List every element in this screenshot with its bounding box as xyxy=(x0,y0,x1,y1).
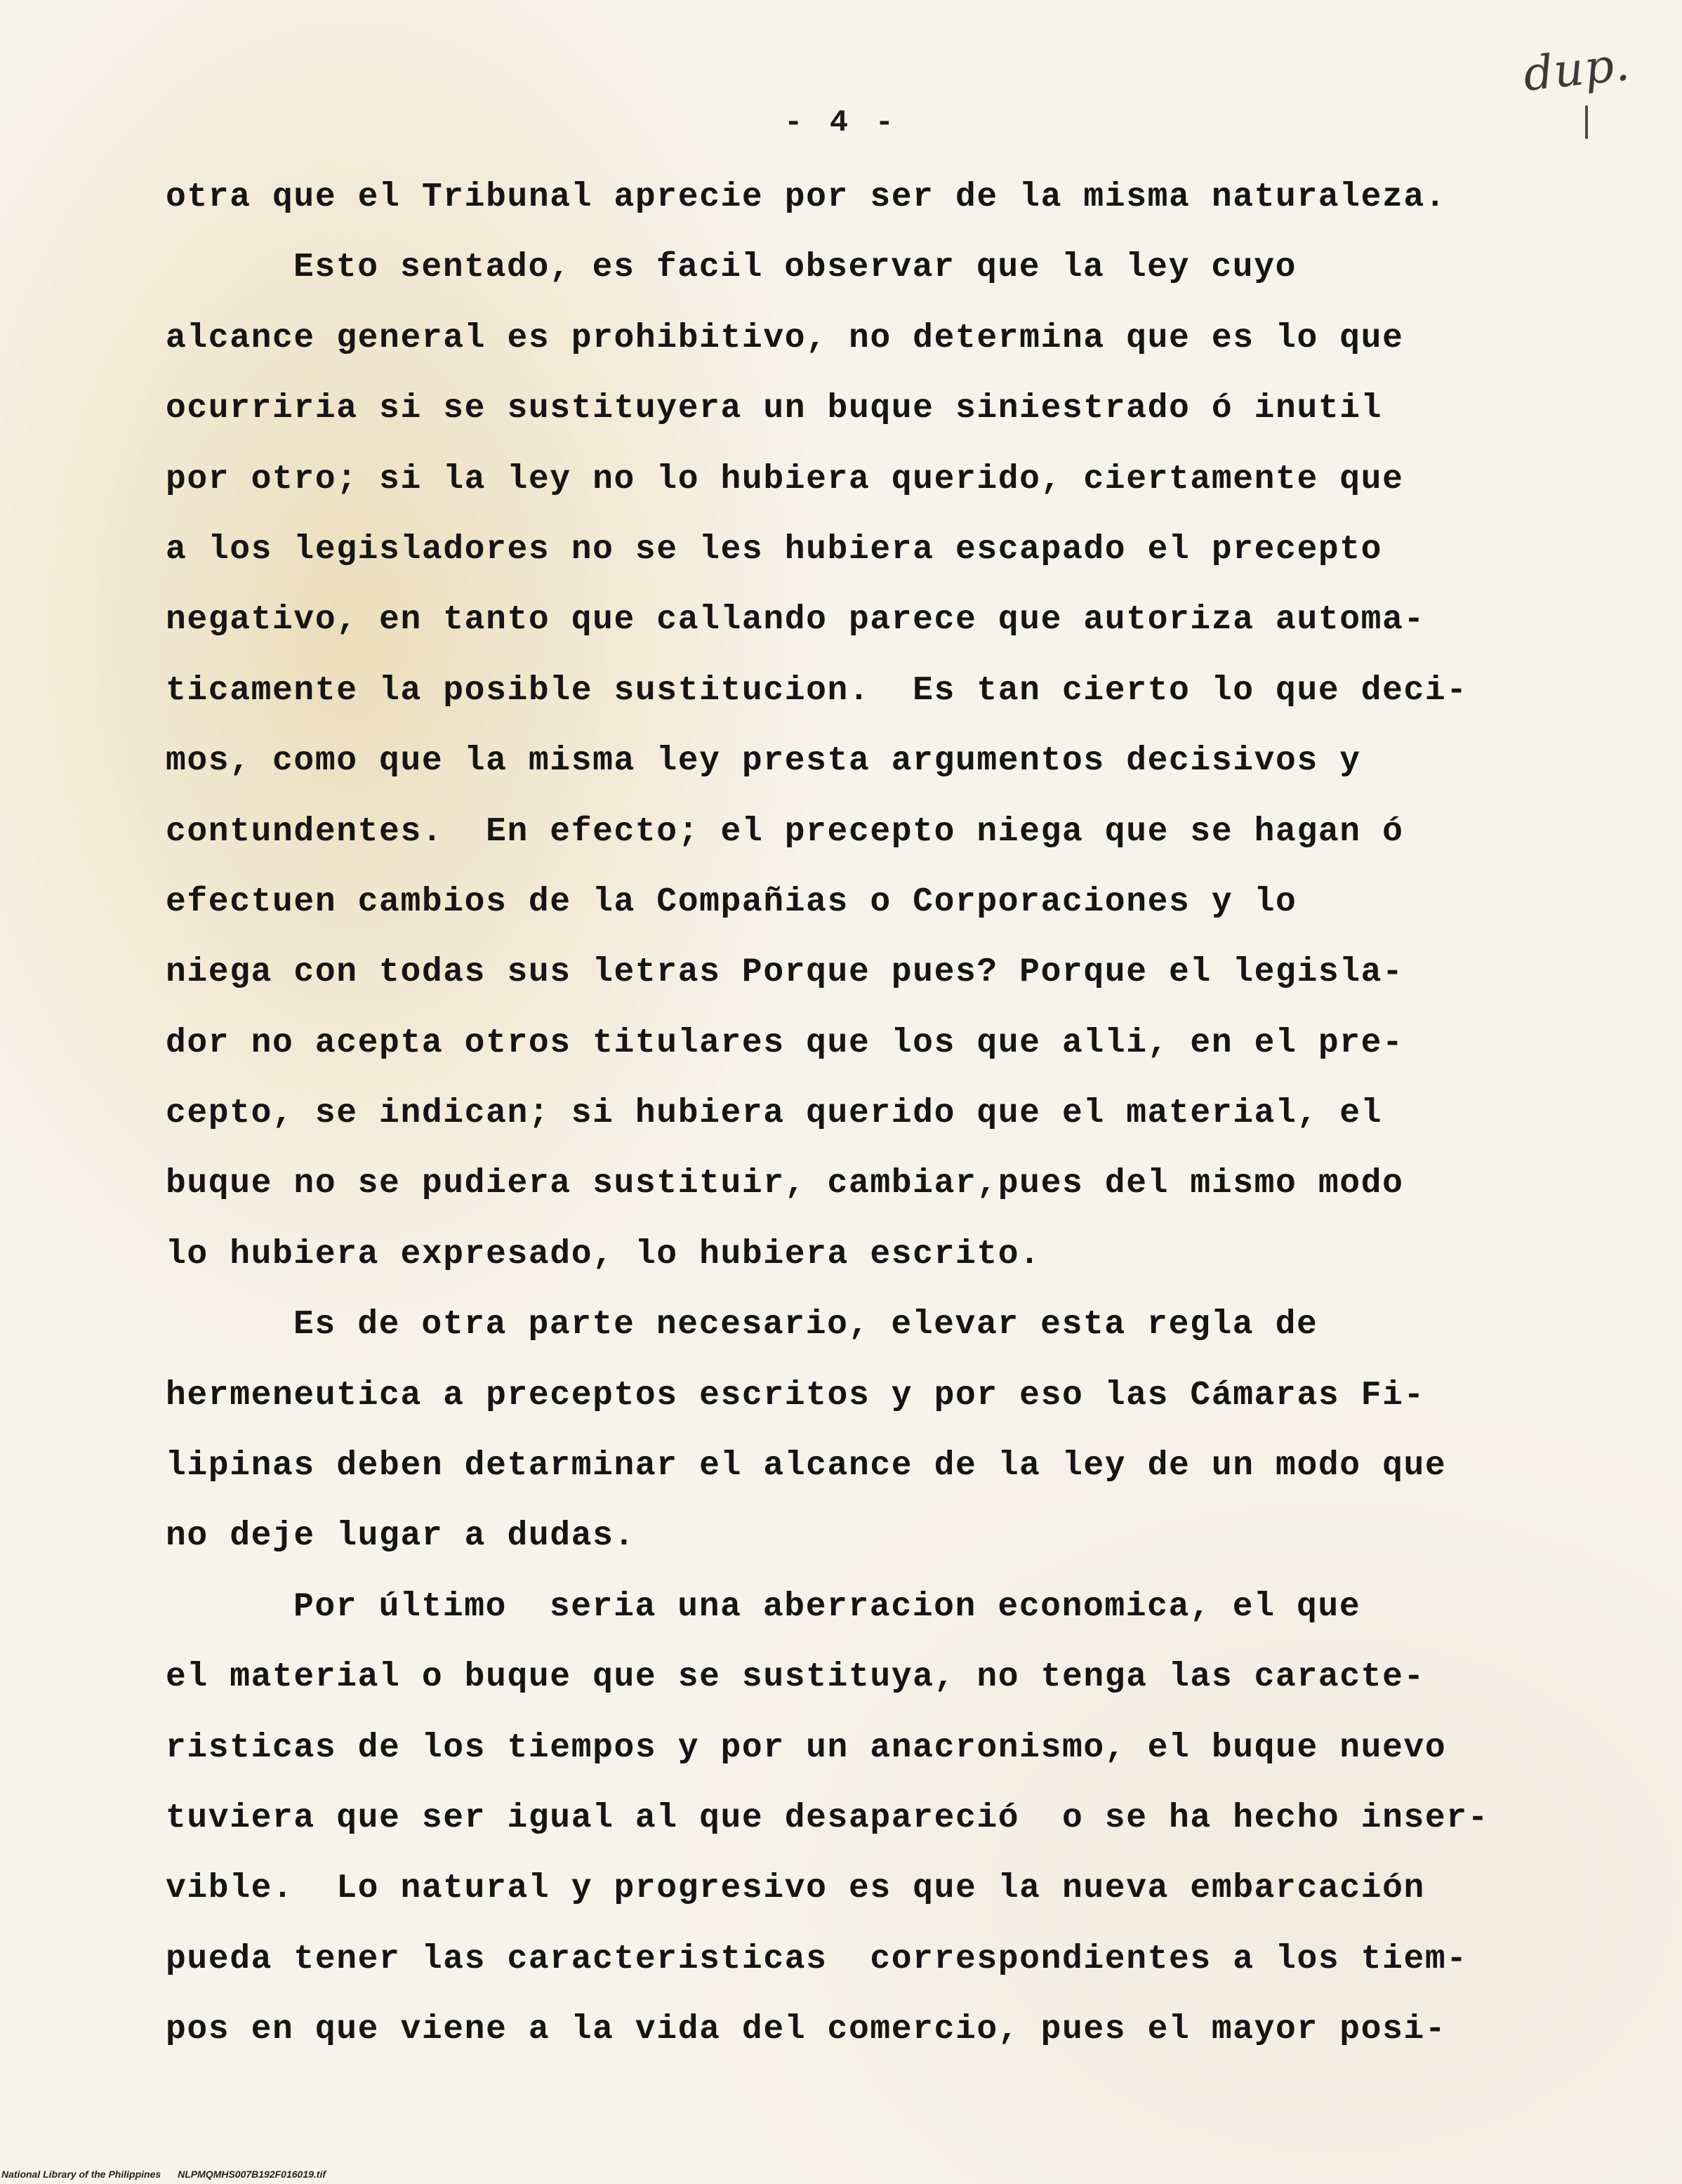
text-line: buque no se pudiera sustituir, cambiar,pues del mismo modo xyxy=(166,1165,1404,1203)
footer-file-id: NLPMQMHS007B192F016019.tif xyxy=(178,2169,326,2180)
text-line: otra que el Tribunal aprecie por ser de la misma naturaleza. xyxy=(166,178,1447,216)
text-line: hermeneutica a preceptos escritos y por eso las Cámaras Fi- xyxy=(166,1376,1425,1415)
text-line: vible. Lo natural y progresivo es que la nueva embarcación xyxy=(166,1869,1425,1908)
body-text xyxy=(166,168,1577,2072)
text-line: tuviera que ser igual al que desapareció o se ha hecho inser- xyxy=(166,1799,1490,1837)
text-line: contundentes. En efecto; el precepto niega que se hagan ó xyxy=(166,812,1404,851)
archive-footer xyxy=(1,2169,343,2180)
text-line: cepto, se indican; si hubiera querido que el material, el xyxy=(166,1094,1383,1133)
text-line: Por último seria una aberracion economica, el que xyxy=(293,1587,1361,1626)
text-line: pueda tener las caracteristicas correspondientes a los tiem- xyxy=(166,1940,1468,1978)
text-line: dor no acepta otros titulares que los que alli, en el pre- xyxy=(166,1024,1404,1062)
text-line: risticas de los tiempos y por un anacronismo, el buque nuevo xyxy=(166,1728,1447,1767)
text-line: negativo, en tanto que callando parece que autoriza automa- xyxy=(166,601,1425,640)
text-line: lo hubiera expresado, lo hubiera escrito. xyxy=(166,1235,1041,1273)
text-line: Es de otra parte necesario, elevar esta regla de xyxy=(293,1306,1318,1344)
text-line: por otro; si la ley no lo hubiera querido, ciertamente que xyxy=(166,460,1404,498)
text-line: ocurriria si se sustituyera un buque siniestrado ó inutil xyxy=(166,390,1383,428)
page-number: - 4 - xyxy=(783,105,899,140)
text-line: efectuen cambios de la Compañias o Corporaciones y lo xyxy=(166,882,1297,921)
text-line: no deje lugar a dudas. xyxy=(166,1517,635,1556)
text-line: a los legisladores no se les hubiera escapado el precepto xyxy=(166,530,1383,569)
text-line: ticamente la posible sustitucion. Es tan cierto lo que deci- xyxy=(166,671,1468,710)
text-line: Esto sentado, es facil observar que la ley cuyo xyxy=(293,249,1297,287)
text-line: el material o buque que se sustituya, no tenga las caracte- xyxy=(166,1658,1425,1697)
text-line: alcance general es prohibitivo, no determina que es lo que xyxy=(166,319,1404,357)
text-line: niega con todas sus letras Porque pues? Porque el legisla- xyxy=(166,953,1404,992)
handwritten-annotation: dup. xyxy=(1521,37,1633,102)
footer-library: National Library of the Philippines xyxy=(1,2169,161,2180)
text-line: lipinas deben detarminar el alcance de la ley de un modo que xyxy=(166,1447,1447,1485)
text-line: pos en que viene a la vida del comercio, pues el mayor posi- xyxy=(166,2011,1447,2049)
text-line: mos, como que la misma ley presta argumentos decisivos y xyxy=(166,742,1361,781)
